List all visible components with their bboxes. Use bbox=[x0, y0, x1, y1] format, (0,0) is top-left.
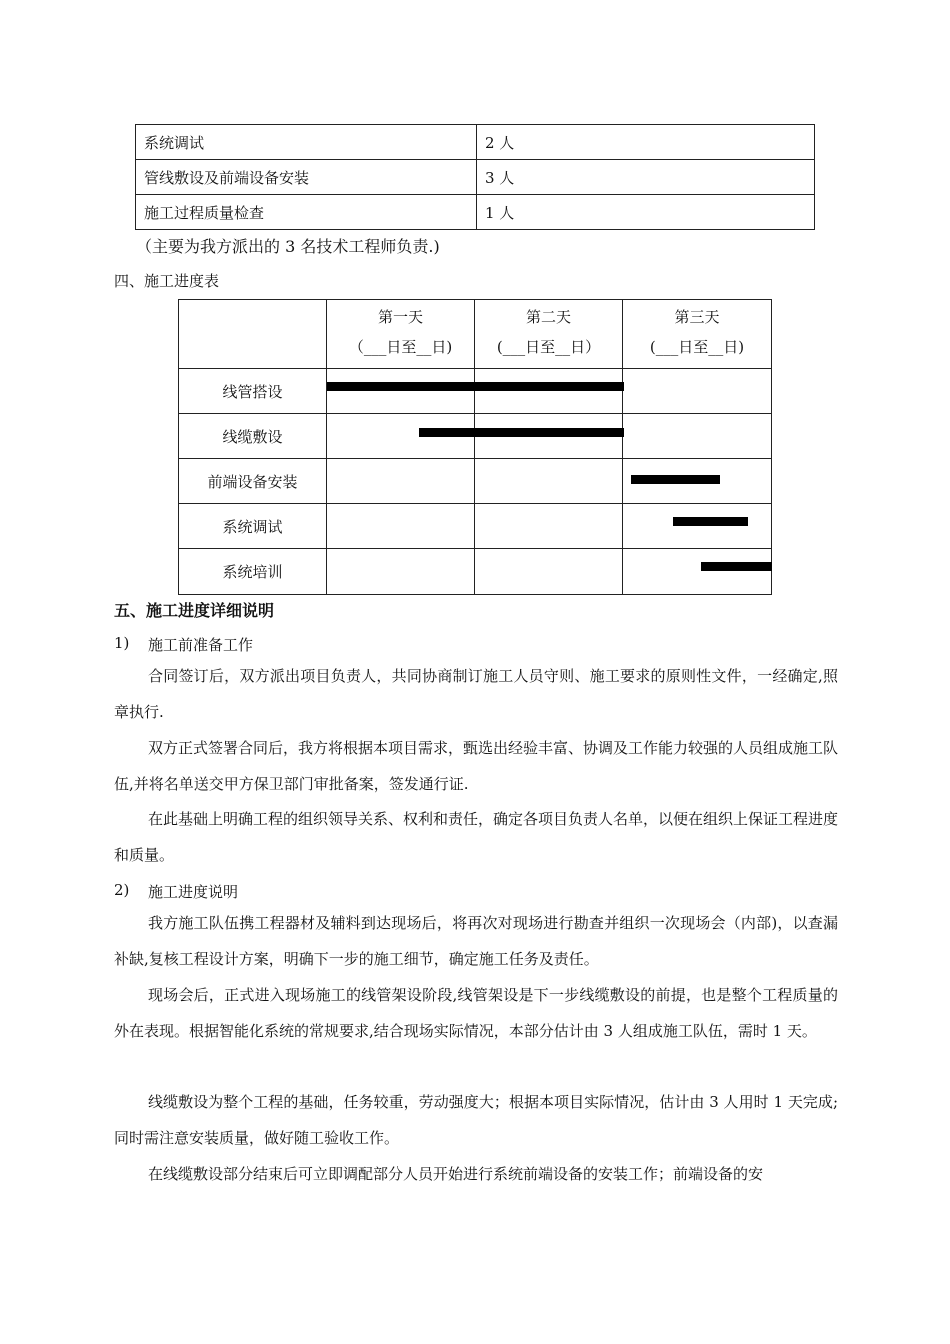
gantt-bar bbox=[631, 475, 720, 484]
table-row bbox=[136, 125, 815, 160]
staff-task: 管线敷设及前端设备安装 bbox=[136, 160, 477, 195]
staff-count: 1 人 bbox=[477, 195, 815, 230]
table-row bbox=[136, 160, 815, 195]
day-header bbox=[622, 299, 772, 369]
gantt-bar bbox=[673, 517, 749, 526]
grid-cell bbox=[622, 368, 772, 414]
task-label: 系统培训 bbox=[178, 548, 327, 595]
paragraph: 线缆敷设为整个工程的基础，任务较重，劳动强度大；根据本项目实际情况，估计由 3 人用时 1 天完成;同时需注意安装质量，做好随工验收工作。 bbox=[114, 1093, 838, 1147]
paragraph: 在此基础上明确工程的组织领导关系、权利和责任，确定各项目负责人名单，以便在组织上保证工程进度和质量。 bbox=[114, 810, 839, 864]
table-row bbox=[136, 195, 815, 230]
subheading-title: 施工进度说明 bbox=[148, 883, 239, 901]
staff-task: 系统调试 bbox=[136, 125, 477, 160]
section5-title: 五、施工进度详细说明 bbox=[114, 601, 275, 620]
grid-cell bbox=[622, 503, 772, 549]
staff-task: 施工过程质量检查 bbox=[136, 195, 477, 230]
grid-cell bbox=[326, 503, 475, 549]
grid-cell bbox=[622, 413, 772, 459]
gantt-bar bbox=[419, 428, 624, 437]
day-label: 第三天 bbox=[674, 308, 720, 326]
schedule-gantt bbox=[178, 299, 772, 595]
task-label: 线管搭设 bbox=[178, 368, 327, 414]
gantt-bar bbox=[701, 562, 772, 571]
day-label: 第一天 bbox=[377, 308, 423, 326]
grid-cell bbox=[622, 548, 772, 595]
paragraph: 现场会后，正式进入现场施工的线管架设阶段,线管架设是下一步线缆敷设的前提，也是整个工程质量的外在表现。根据智能化系统的常规要求,结合现场实际情况，本部分估计由 3 人组成施工队伍，需时 1 天。 bbox=[114, 986, 838, 1040]
task-label: 系统调试 bbox=[178, 503, 327, 549]
grid-cell bbox=[474, 368, 623, 414]
staff-count: 3 人 bbox=[477, 160, 815, 195]
corner-cell bbox=[178, 299, 327, 369]
section4-title: 四、施工进度表 bbox=[114, 272, 220, 290]
grid-cell bbox=[326, 458, 475, 504]
subheading-1 bbox=[114, 634, 254, 654]
day-range: （___日至__日) bbox=[348, 338, 453, 356]
subheading-2 bbox=[114, 881, 239, 901]
grid-cell bbox=[474, 503, 623, 549]
grid-cell bbox=[474, 458, 623, 504]
day-range: (___日至__日) bbox=[649, 338, 745, 356]
paragraph: 在线缆敷设部分结束后可立即调配部分人员开始进行系统前端设备的安装工作；前端设备的安 bbox=[148, 1165, 764, 1183]
day-range: (___日至__日） bbox=[496, 338, 601, 356]
day-header bbox=[474, 299, 623, 369]
grid-cell bbox=[474, 548, 623, 595]
staff-table bbox=[135, 124, 815, 230]
subheading-number: 1) bbox=[114, 634, 130, 652]
day-header bbox=[326, 299, 475, 369]
day-label: 第二天 bbox=[525, 308, 571, 326]
staff-count: 2 人 bbox=[477, 125, 815, 160]
task-label: 线缆敷设 bbox=[178, 413, 327, 459]
staff-note: （主要为我方派出的 3 名技术工程师负责.) bbox=[136, 237, 440, 256]
subheading-number: 2) bbox=[114, 881, 130, 899]
paragraph: 我方施工队伍携工程器材及辅料到达现场后，将再次对现场进行勘查并组织一次现场会（内部)，以查漏补缺,复核工程设计方案，明确下一步的施工细节，确定施工任务及责任。 bbox=[114, 914, 838, 968]
paragraph: 合同签订后，双方派出项目负责人，共同协商制订施工人员守则、施工要求的原则性文件，一经确定,照章执行. bbox=[114, 667, 838, 721]
task-label: 前端设备安装 bbox=[178, 458, 327, 504]
gantt-bar bbox=[327, 382, 624, 391]
subheading-title: 施工前准备工作 bbox=[148, 636, 254, 654]
paragraph: 双方正式签署合同后，我方将根据本项目需求，甄选出经验丰富、协调及工作能力较强的人员组成施工队伍,并将名单送交甲方保卫部门审批备案，签发通行证. bbox=[114, 739, 839, 793]
grid-cell bbox=[326, 548, 475, 595]
grid-cell bbox=[326, 368, 475, 414]
